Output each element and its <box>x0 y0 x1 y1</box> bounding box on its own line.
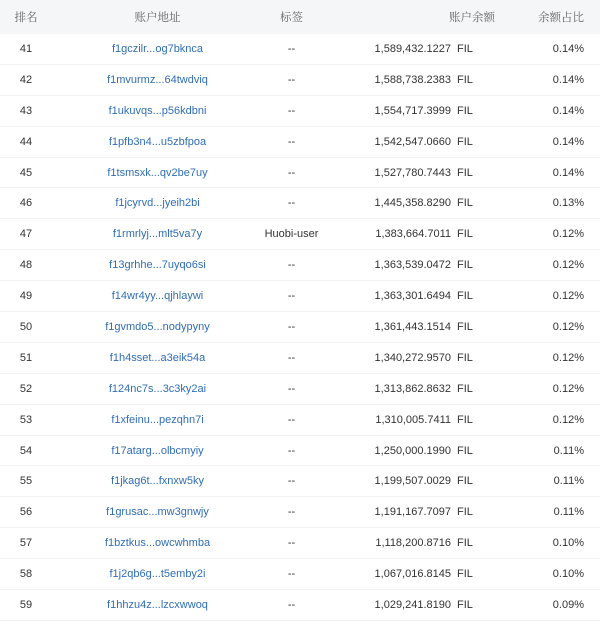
tag-cell: -- <box>287 320 296 333</box>
balance-cell: 1,363,301.6494 <box>374 290 451 303</box>
balance-unit: FIL <box>457 537 473 550</box>
share-cell: 0.12% <box>552 351 584 364</box>
balance-unit: FIL <box>457 166 473 179</box>
rank-cell: 58 <box>19 568 33 581</box>
address-link[interactable]: f1ukuvqs...p56kdbni <box>108 104 207 117</box>
balance-unit: FIL <box>457 568 473 581</box>
address-cell <box>52 383 263 395</box>
table-row <box>0 65 600 96</box>
header-rank: 排名 <box>14 12 38 24</box>
tag-cell: -- <box>287 290 296 303</box>
address-link[interactable]: f13grhhe...7uyqo6si <box>109 259 206 272</box>
tag-cell: -- <box>287 73 296 86</box>
tag-cell: -- <box>287 197 296 210</box>
tag-cell: -- <box>287 166 296 179</box>
rank-cell: 49 <box>19 290 33 303</box>
table-row <box>0 528 600 559</box>
table-row <box>0 34 600 65</box>
address-link[interactable]: f1pfb3n4...u5zbfpoa <box>108 135 207 148</box>
table-row <box>0 466 600 497</box>
address-link[interactable]: f1h4sset...a3eik54a <box>109 351 206 364</box>
rank-cell: 47 <box>19 228 33 241</box>
rank-cell: 48 <box>19 259 33 272</box>
address-cell <box>52 259 263 271</box>
balance-unit: FIL <box>457 197 473 210</box>
balance-unit: FIL <box>457 598 473 611</box>
address-link[interactable]: f1j2qb6g...t5emby2i <box>109 568 206 581</box>
share-cell: 0.12% <box>552 228 584 241</box>
header-share: 余额占比 <box>538 12 584 24</box>
address-cell <box>52 599 263 611</box>
rank-cell: 42 <box>19 73 33 86</box>
address-link[interactable]: f17atarg...olbcmyiy <box>111 444 204 457</box>
table-row <box>0 188 600 219</box>
rank-cell: 57 <box>19 537 33 550</box>
rank-cell: 59 <box>19 598 33 611</box>
rank-cell: 45 <box>19 166 33 179</box>
balance-unit: FIL <box>457 320 473 333</box>
tag-cell: -- <box>287 598 296 611</box>
address-cell <box>52 228 263 240</box>
balance-cell: 1,029,241.8190 <box>374 598 451 611</box>
table-header <box>0 0 600 34</box>
rank-cell: 46 <box>19 197 33 210</box>
balance-cell: 1,445,358.8290 <box>374 197 451 210</box>
rank-cell: 43 <box>19 104 33 117</box>
table-row <box>0 219 600 250</box>
address-link[interactable]: f1jcyrvd...jyeih2bi <box>115 197 200 210</box>
balance-unit: FIL <box>457 73 473 86</box>
table-row <box>0 343 600 374</box>
header-balance: 账户余额 <box>449 12 495 24</box>
address-cell <box>52 568 263 580</box>
table-row <box>0 281 600 312</box>
balance-unit: FIL <box>457 135 473 148</box>
rank-cell: 56 <box>19 506 33 519</box>
balance-unit: FIL <box>457 506 473 519</box>
table-row <box>0 158 600 189</box>
address-link[interactable]: f1bztkus...owcwhmba <box>104 537 211 550</box>
rank-cell: 55 <box>19 475 33 488</box>
table-row <box>0 436 600 467</box>
share-cell: 0.12% <box>552 320 584 333</box>
share-cell: 0.10% <box>552 537 584 550</box>
tag-cell: Huobi-user <box>264 228 319 241</box>
table-row <box>0 127 600 158</box>
tag-cell: -- <box>287 42 296 55</box>
address-cell <box>52 414 263 426</box>
share-cell: 0.14% <box>552 135 584 148</box>
address-cell <box>52 506 263 518</box>
balance-cell: 1,067,016.8145 <box>374 568 451 581</box>
rank-cell: 51 <box>19 351 33 364</box>
address-cell <box>52 537 263 549</box>
tag-cell: -- <box>287 259 296 272</box>
share-cell: 0.12% <box>552 413 584 426</box>
balance-cell: 1,361,443.1514 <box>374 320 451 333</box>
balance-unit: FIL <box>457 228 473 241</box>
balance-unit: FIL <box>457 444 473 457</box>
table-row <box>0 497 600 528</box>
share-cell: 0.14% <box>552 73 584 86</box>
balance-cell: 1,310,005.7411 <box>375 413 451 426</box>
balance-cell: 1,383,664.7011 <box>375 228 451 241</box>
address-cell <box>52 105 263 117</box>
balance-unit: FIL <box>457 104 473 117</box>
balance-unit: FIL <box>457 290 473 303</box>
share-cell: 0.11% <box>553 506 584 519</box>
share-cell: 0.12% <box>552 290 584 303</box>
address-link[interactable]: f1gvmdo5...nodypyny <box>105 320 210 333</box>
balance-cell: 1,588,738.2383 <box>374 73 451 86</box>
balance-cell: 1,554,717.3999 <box>374 104 451 117</box>
tag-cell: -- <box>287 382 296 395</box>
address-cell <box>52 74 263 86</box>
address-cell <box>52 43 263 55</box>
share-cell: 0.14% <box>552 104 584 117</box>
address-link[interactable]: f1mvurmz...64twdviq <box>107 73 208 86</box>
table-row <box>0 374 600 405</box>
share-cell: 0.14% <box>552 42 584 55</box>
address-cell <box>52 290 263 302</box>
address-cell <box>52 352 263 364</box>
address-link[interactable]: f1jkag6t...fxnxw5ky <box>111 475 204 488</box>
table-row <box>0 405 600 436</box>
share-cell: 0.13% <box>552 197 584 210</box>
balance-cell: 1,340,272.9570 <box>374 351 451 364</box>
tag-cell: -- <box>287 568 296 581</box>
address-cell <box>52 475 263 487</box>
balance-cell: 1,250,000.1990 <box>374 444 451 457</box>
address-cell <box>52 321 263 333</box>
balance-cell: 1,199,507.0029 <box>374 475 451 488</box>
address-link[interactable]: f14wr4yy...qjhlaywi <box>111 290 204 303</box>
header-address: 账户地址 <box>134 12 181 24</box>
table-body <box>0 34 600 621</box>
header-tag: 标签 <box>280 12 303 24</box>
balance-unit: FIL <box>457 475 473 488</box>
balance-cell: 1,313,862.8632 <box>374 382 451 395</box>
address-link[interactable]: f1hhzu4z...lzcxwwoq <box>107 598 208 611</box>
tag-cell: -- <box>287 506 296 519</box>
table-row <box>0 96 600 127</box>
balance-unit: FIL <box>457 382 473 395</box>
table-row <box>0 559 600 590</box>
rank-cell: 50 <box>19 320 33 333</box>
rank-cell: 41 <box>19 42 33 55</box>
rank-cell: 53 <box>19 413 33 426</box>
tag-cell: -- <box>287 537 296 550</box>
balance-unit: FIL <box>457 351 473 364</box>
rank-cell: 54 <box>19 444 33 457</box>
balance-cell: 1,363,539.0472 <box>374 259 451 272</box>
share-cell: 0.12% <box>552 382 584 395</box>
tag-cell: -- <box>287 475 296 488</box>
address-cell <box>52 136 263 148</box>
balance-cell: 1,191,167.7097 <box>374 506 451 519</box>
balance-cell: 1,527,780.7443 <box>374 166 451 179</box>
tag-cell: -- <box>287 444 296 457</box>
tag-cell: -- <box>287 104 296 117</box>
share-cell: 0.11% <box>553 475 584 488</box>
tag-cell: -- <box>287 413 296 426</box>
address-link[interactable]: f1gczilr...og7bknca <box>111 42 204 55</box>
address-cell <box>52 167 263 179</box>
balance-unit: FIL <box>457 42 473 55</box>
table-row <box>0 590 600 621</box>
share-cell: 0.09% <box>552 598 584 611</box>
address-cell <box>52 445 263 457</box>
balance-unit: FIL <box>457 413 473 426</box>
rank-cell: 44 <box>19 135 33 148</box>
balance-cell: 1,118,200.8716 <box>375 537 451 550</box>
address-link[interactable]: f1rmrlyj...mlt5va7y <box>112 228 203 241</box>
balance-cell: 1,589,432.1227 <box>374 42 451 55</box>
table-row <box>0 312 600 343</box>
address-link[interactable]: f1xfeinu...pezqhn7i <box>111 413 204 426</box>
tag-cell: -- <box>287 135 296 148</box>
share-cell: 0.11% <box>553 444 584 457</box>
rank-cell: 52 <box>19 382 33 395</box>
share-cell: 0.14% <box>552 166 584 179</box>
address-link[interactable]: f1tsmsxk...qv2be7uy <box>107 166 208 179</box>
balance-unit: FIL <box>457 259 473 272</box>
address-link[interactable]: f124nc7s...3c3ky2ai <box>108 382 207 395</box>
balance-cell: 1,542,547.0660 <box>374 135 451 148</box>
share-cell: 0.10% <box>552 568 584 581</box>
share-cell: 0.12% <box>552 259 584 272</box>
table-row <box>0 250 600 281</box>
address-link[interactable]: f1grusac...mw3gnwjy <box>106 506 209 519</box>
tag-cell: -- <box>287 351 296 364</box>
address-cell <box>52 197 263 209</box>
